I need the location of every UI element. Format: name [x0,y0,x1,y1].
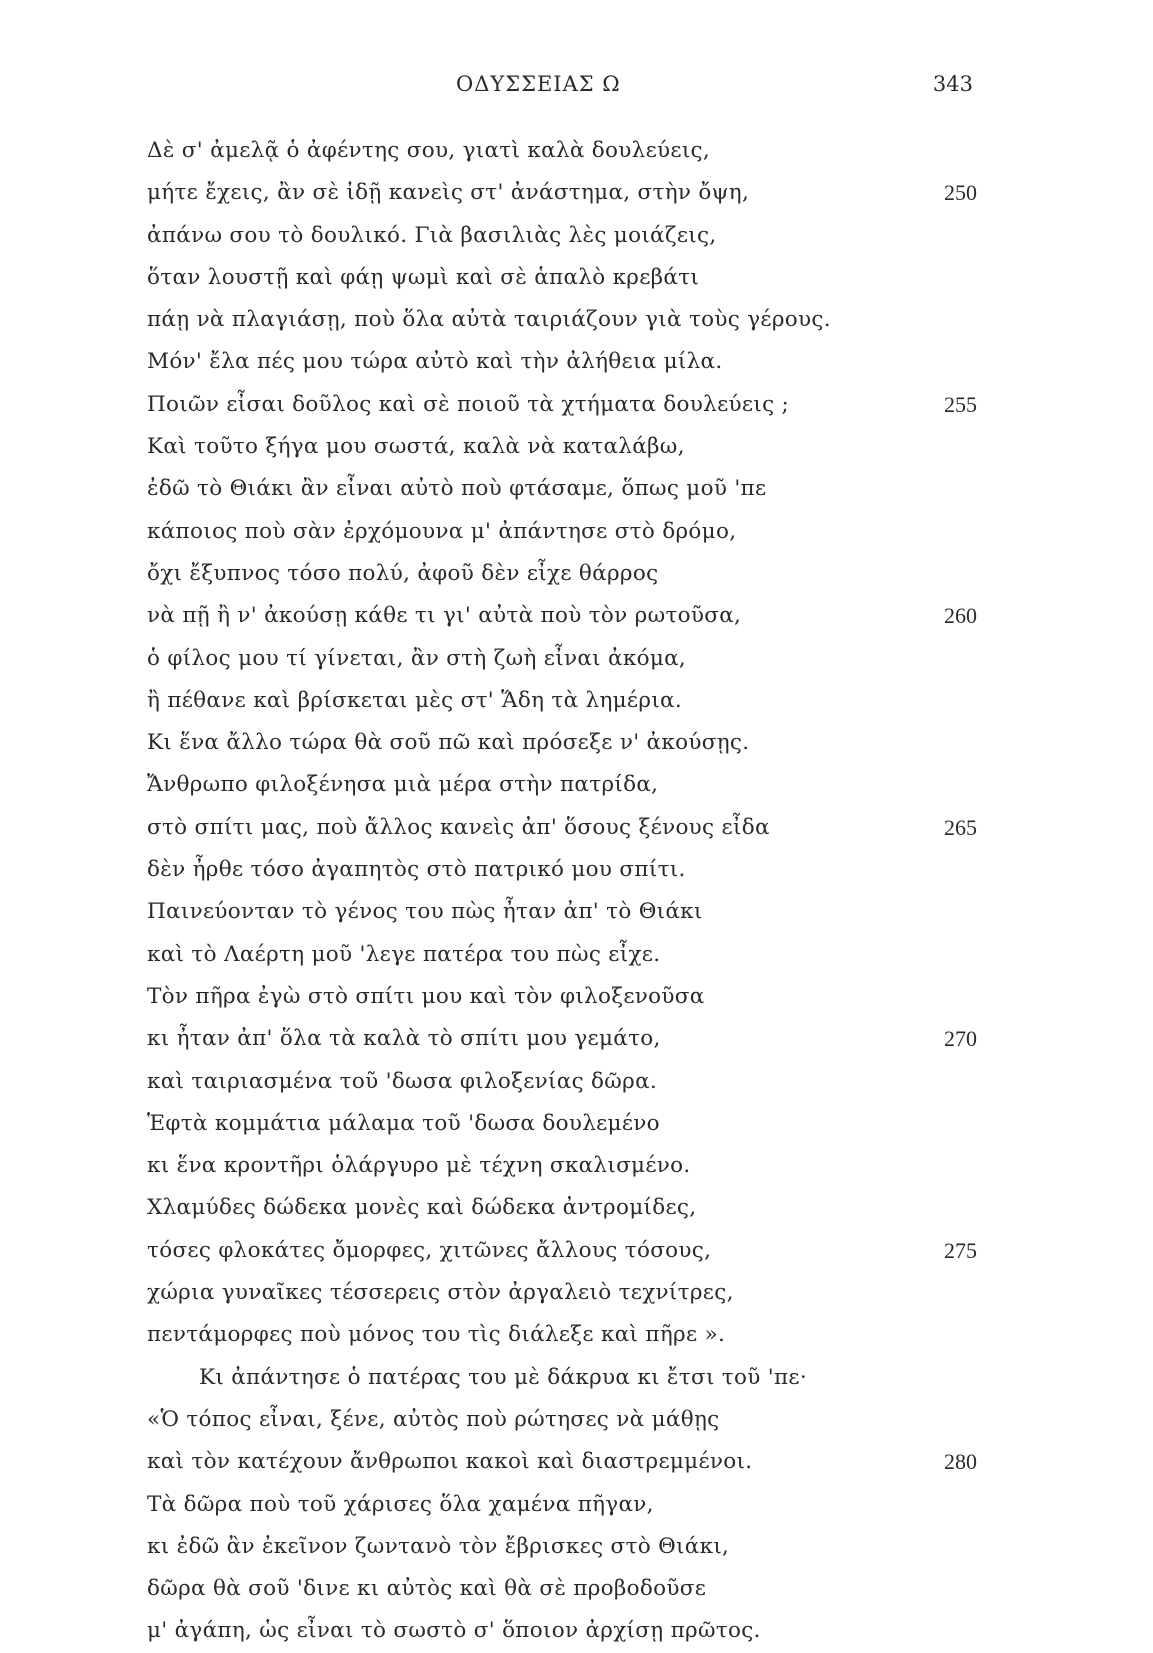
verse-line [147,1145,977,1187]
verse-text: τόσες φλοκάτες ὄμορφες, χιτῶνες ἄλλους τόσους, [147,1237,712,1263]
verse-line [147,722,977,764]
verse-text: καὶ ταιριασμένα τοῦ 'δωσα φιλοξενίας δῶρα. [147,1068,658,1094]
verse-line [147,849,977,891]
verse-text: κι ἕνα κροντῆρι ὁλάργυρο μὲ τέχνη σκαλισμένο. [147,1153,691,1179]
line-number: 280 [944,1449,977,1475]
verse-text: Τὰ δῶρα ποὺ τοῦ χάρισες ὅλα χαμένα πῆγαν, [147,1491,654,1517]
verse-line [147,172,977,214]
line-number: 265 [944,814,977,840]
verse-line [147,341,977,383]
verse-text: νὰ πῇ ἢ ν' ἀκούσῃ κάθε τι γι' αὐτὰ ποὺ τὸν ρωτοῦσα, [147,603,742,629]
verse-line [147,764,977,806]
verse-text: «Ὁ τόπος εἶναι, ξένε, αὐτὸς ποὺ ρώτησες νὰ μάθῃς [147,1406,720,1432]
verse-line [147,976,977,1018]
verse-text: ὁ φίλος μου τί γίνεται, ἂν στὴ ζωὴ εἶναι ἀκόμα, [147,645,687,671]
verse-text: ὅταν λουστῇ καὶ φάῃ ψωμὶ καὶ σὲ ἁπαλὸ κρεβάτι [147,264,700,290]
page-number: 343 [932,72,973,96]
line-number: 275 [944,1237,977,1263]
verse-text: καὶ τὸ Λαέρτη μοῦ 'λεγε πατέρα του πὼς εἶχε. [147,941,661,967]
verse-line [147,934,977,976]
verse-line [147,680,977,722]
verse-text: Παινεύονταν τὸ γένος του πὼς ἦταν ἀπ' τὸ Θιάκι [147,899,703,925]
verse-line [147,130,977,172]
verse-line [147,1357,977,1399]
running-header [0,66,1153,102]
verse-text: κι ἐδῶ ἂν ἐκεῖνον ζωντανὸ τὸν ἔβρισκες στὸ Θιάκι, [147,1533,730,1559]
line-number: 260 [944,603,977,629]
verse-line [147,807,977,849]
verse-block [147,130,977,1653]
verse-text: Καὶ τοῦτο ξήγα μου σωστά, καλὰ νὰ καταλάβω, [147,434,685,460]
verse-text: Ἄνθρωπο φιλοξένησα μιὰ μέρα στὴν πατρίδα, [147,772,659,798]
verse-line [147,1568,977,1610]
verse-line [147,511,977,553]
verse-line [147,1484,977,1526]
verse-text: ἐδῶ τὸ Θιάκι ἂν εἶναι αὐτὸ ποὺ φτάσαμε, ὅπως μοῦ 'πε [147,476,767,502]
verse-text: δῶρα θὰ σοῦ 'δινε κι αὐτὸς καὶ θὰ σὲ προβοδοῦσε [147,1576,707,1602]
verse-line [147,215,977,257]
verse-line [147,1018,977,1060]
verse-line [147,384,977,426]
verse-text: Κι ἀπάντησε ὁ πατέρας του μὲ δάκρυα κι ἔτσι τοῦ 'πε· [199,1364,807,1390]
verse-text: Δὲ σ' ἀμελᾷ ὁ ἀφέντης σου, γιατὶ καλὰ δουλεύεις, [147,138,711,163]
verse-line [147,638,977,680]
verse-line [147,1061,977,1103]
verse-text: ἢ πέθανε καὶ βρίσκεται μὲς στ' Ἅδη τὰ λημέρια. [147,687,682,713]
verse-line [147,553,977,595]
verse-text: κι ἦταν ἀπ' ὅλα τὰ καλὰ τὸ σπίτι μου γεμάτο, [147,1026,661,1052]
verse-text: Κι ἕνα ἄλλο τώρα θὰ σοῦ πῶ καὶ πρόσεξε ν' ἀκούσῃς. [147,730,750,756]
verse-line [147,299,977,341]
verse-text: Χλαμύδες δώδεκα μονὲς καὶ δώδεκα ἀντρομίδες, [147,1195,697,1221]
verse-line [147,1103,977,1145]
verse-line [147,1610,977,1652]
verse-text: ἀπάνω σου τὸ δουλικό. Γιὰ βασιλιὰς λὲς μοιάζεις, [147,222,717,248]
verse-line [147,1187,977,1229]
line-number: 255 [944,391,977,417]
verse-line [147,1314,977,1356]
verse-text: καὶ τὸν κατέχουν ἄνθρωποι κακοὶ καὶ διαστρεμμένοι. [147,1449,753,1475]
verse-line [147,1272,977,1314]
verse-line [147,1399,977,1441]
verse-line [147,891,977,933]
verse-line [147,257,977,299]
verse-text: μ' ἀγάπη, ὡς εἶναι τὸ σωστὸ σ' ὅποιον ἀρχίσῃ πρῶτος. [147,1618,761,1644]
verse-text: Ποιῶν εἶσαι δοῦλος καὶ σὲ ποιοῦ τὰ χτήματα δουλεύεις ; [147,391,790,417]
verse-text: μήτε ἔχεις, ἂν σὲ ἰδῇ κανεὶς στ' ἀνάστημα, στὴν ὄψη, [147,180,750,206]
verse-text: Τὸν πῆρα ἐγὼ στὸ σπίτι μου καὶ τὸν φιλοξενοῦσα [147,983,705,1009]
line-number: 250 [944,180,977,206]
verse-text: ὄχι ἔξυπνος τόσο πολύ, ἀφοῦ δὲν εἶχε θάρρος [147,560,659,586]
verse-text: Ἑφτὰ κομμάτια μάλαμα τοῦ 'δωσα δουλεμένο [147,1110,660,1136]
verse-line [147,468,977,510]
verse-text: στὸ σπίτι μας, ποὺ ἄλλος κανεὶς ἀπ' ὅσους ξένους εἶδα [147,814,770,840]
verse-text: χώρια γυναῖκες τέσσερεις στὸν ἀργαλειὸ τεχνίτρες, [147,1280,734,1306]
verse-line [147,426,977,468]
verse-text: πάῃ νὰ πλαγιάσῃ, ποὺ ὅλα αὐτὰ ταιριάζουν γιὰ τοὺς γέρους. [147,307,831,333]
verse-line [147,1441,977,1483]
verse-text: Μόν' ἔλα πές μου τώρα αὐτὸ καὶ τὴν ἀλήθεια μίλα. [147,349,723,375]
verse-text: δὲν ἦρθε τόσο ἀγαπητὸς στὸ πατρικό μου σπίτι. [147,857,686,883]
verse-text: κάποιος ποὺ σὰν ἐρχόμουνα μ' ἀπάντησε στὸ δρόμο, [147,518,737,544]
line-number: 270 [944,1026,977,1052]
verse-line [147,1230,977,1272]
verse-line [147,595,977,637]
verse-text: πεντάμορφες ποὺ μόνος του τὶς διάλεξε καὶ πῆρε ». [147,1322,726,1348]
running-title: ΟΔΥΣΣΕΙΑΣ Ω [456,72,621,96]
verse-line [147,1526,977,1568]
